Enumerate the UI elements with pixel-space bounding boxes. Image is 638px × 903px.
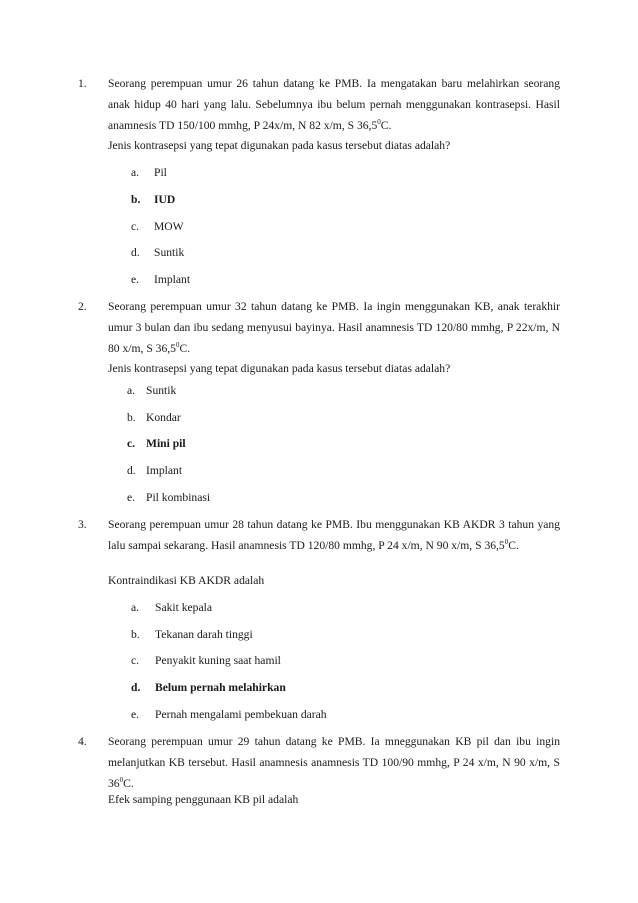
question-text: Seorang perempuan umur 29 tahun datang ke PMB. Ia mneggunakan KB pil dan ibu ingin melanjutkan KB tersebut. Hasil anamnesis anamnesis TD 100/90 mmhg, P 24 x/m, N 90 x/m, S $36^0C$.: [108, 735, 560, 790]
question-prompt: Jenis kontrasepsi yang tepat digunakan pada kasus tersebut diatas adalah?: [108, 362, 451, 375]
question-number: 4.: [78, 735, 87, 748]
question-text: Seorang perempuan umur 28 tahun datang ke PMB. Ibu menggunakan KB AKDR 3 tahun yang lalu sampai sekarang. Hasil anamnesis TD 120/80 mmhg, P 24 x/m, N 90 x/m, S 36,5$^0$C.: [108, 518, 560, 552]
question-text: Seorang perempuan umur 26 tahun datang ke PMB. Ia mengatakan baru melahirkan seorang anak hidup 40 hari yang lalu. Sebelumnya ibu belum pernah menggunakan kontrasepsi. Hasil anamnesis TD 150/100 mmhg, P 24x/m, N 82 x/m, S 36,5$^0$C.: [108, 77, 560, 132]
question-prompt: Efek samping penggunaan KB pil adalah: [108, 793, 299, 806]
document-page: 1. Seorang perempuan umur 26 tahun datang ke PMB. Ia mengatakan baru melahirkan seorang anak hidup 40 hari yang lalu. Sebelumnya ibu belum pernah menggunakan kontrasepsi. Hasil anamnesis TD 150/100 mmhg, P 24x/m, N 82 x/m, S 36,5$^0$C. Jenis kontrasepsi yang tepat digunakan pada kasus tersebut diatas adalah? a. Pil b. IUD c. MOW d. Suntik e. Implant 2. Seorang perempuan umur 32 tahun datang ke PMB. Ia ingin menggunakan KB, anak terakhir umur 3 bulan dan ibu sedang menyusui bayinya. Hasil anamnesis TD 120/80 mmhg, P 22x/m, N 80 x/m, S 36,5$^0$C. Jenis kontrasepsi yang tepat digunakan pada kasus tersebut diatas adalah? a. Suntik b. Kondar c. Mini pil d. Implant e. Pil kombinasi 3. Seorang perempuan umur 28 tahun datang ke PMB. Ibu menggunakan KB AKDR 3 tahun yang lalu sampai sekarang. Hasil anamnesis TD 120/80 mmhg, P 24 x/m, N 90 x/m, S 36,5$^0$C. Kontraindikasi KB AKDR adalah a. Sakit kepala b. Tekanan darah tinggi c. Penyakit kuning saat hamil d. Belum pernah melahirkan e. Pernah mengalami pembekuan darah 4. Seorang perempuan umur 29 tahun datang ke PMB. Ia mneggunakan KB pil dan ibu ingin melanjutkan KB tersebut. Hasil anamnesis anamnesis TD 100/90 mmhg, P 24 x/m, N 90 x/m, S $36^0C$. Efek samping penggunaan KB pil adalah: [0, 0, 638, 903]
question-text: Seorang perempuan umur 32 tahun datang ke PMB. Ia ingin menggunakan KB, anak terakhir umur 3 bulan dan ibu sedang menyusui bayinya. Hasil anamnesis TD 120/80 mmhg, P 22x/m, N 80 x/m, S 36,5$^0$C.: [108, 300, 560, 355]
question-prompt: Kontraindikasi KB AKDR adalah: [108, 574, 265, 587]
question-number: 2.: [78, 300, 87, 313]
question-number: 3.: [78, 518, 87, 531]
question-prompt: Jenis kontrasepsi yang tepat digunakan pada kasus tersebut diatas adalah?: [108, 139, 451, 152]
question-number: 1.: [78, 77, 87, 90]
